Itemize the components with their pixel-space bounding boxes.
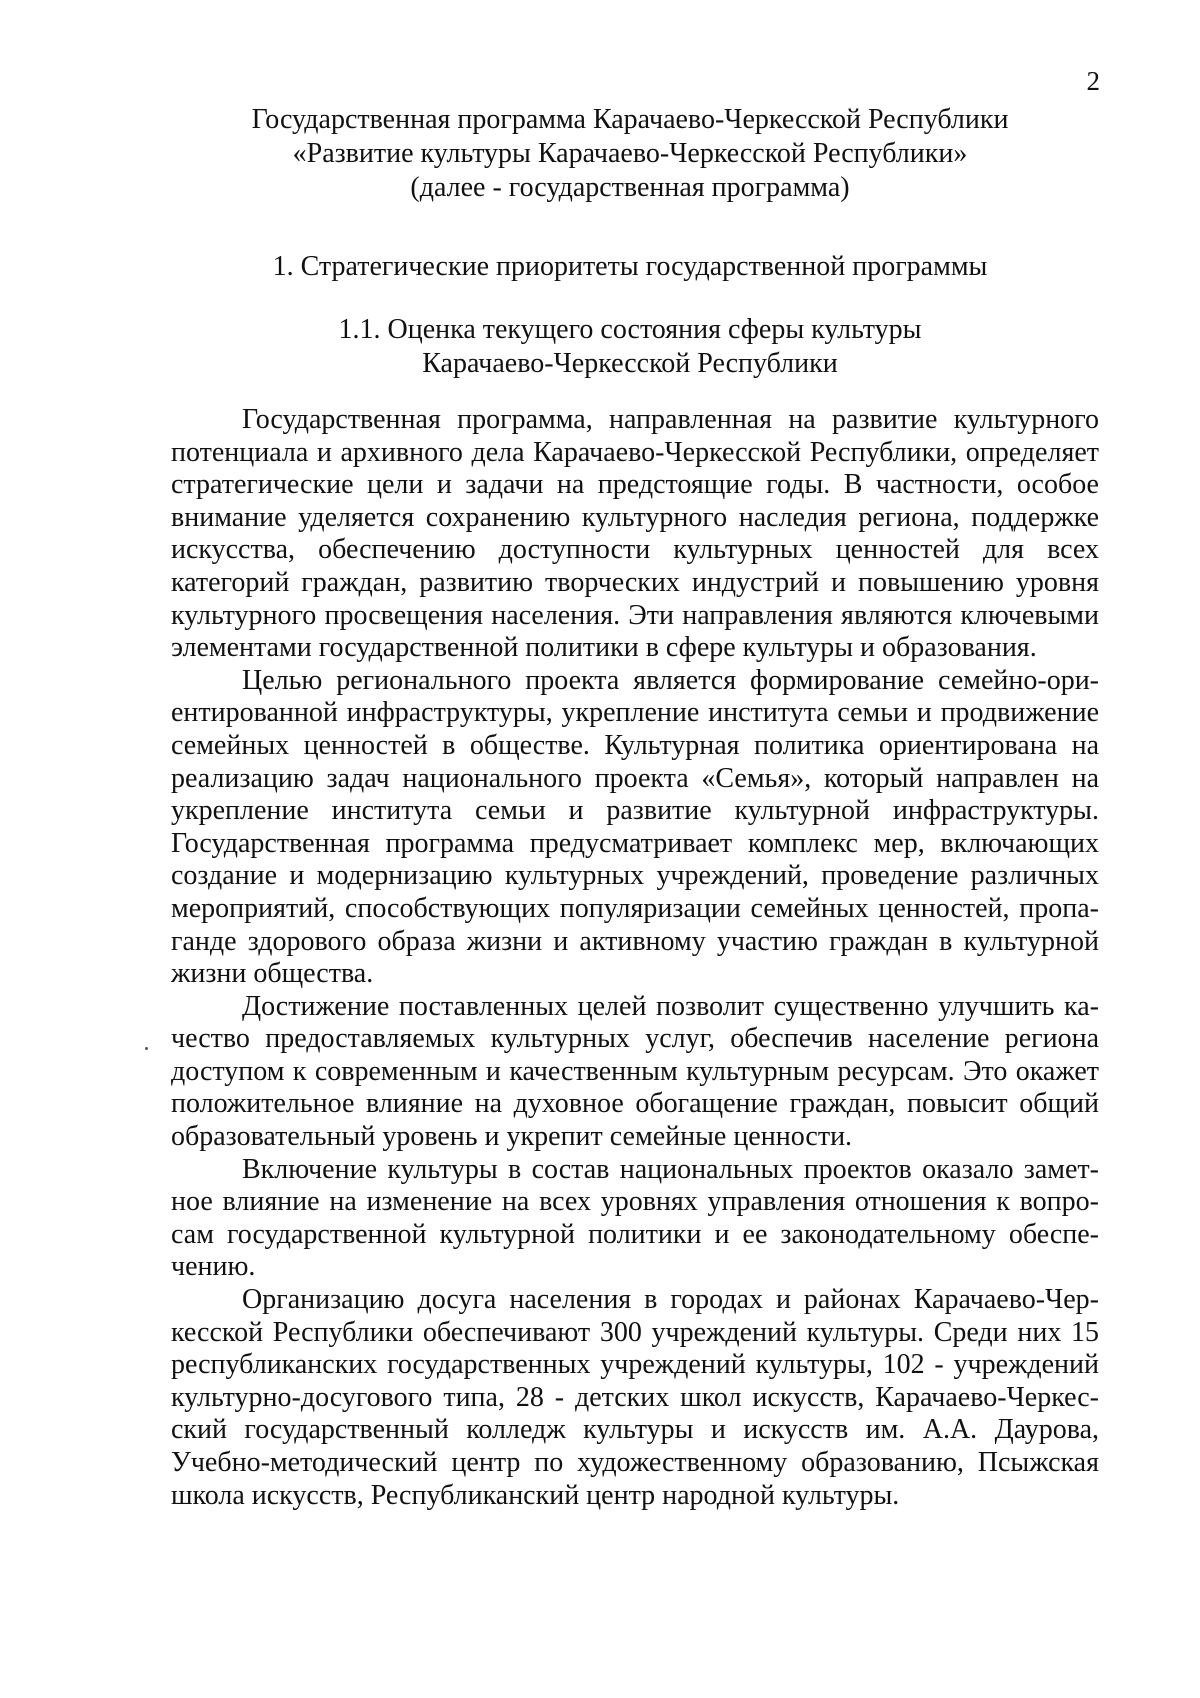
document-header <box>130 103 1130 205</box>
header-line-1: Государственная программа Карачаево-Черкесской Республики <box>251 104 1009 135</box>
subsection-title-line-1: 1.1. Оценка текущего состояния сферы культуры <box>338 314 922 345</box>
header-line-2: «Развитие культуры Карачаево-Черкесской Республики» <box>292 138 968 169</box>
page-number: 2 <box>1086 66 1100 96</box>
section-title: 1. Стратегические приоритеты государственной программы <box>272 251 988 282</box>
paragraph: Государственная программа, направленная на развитие культурного потенциала и архивного дела Карачаево-Черкесской Республики, определяет стратегические цели и задачи на предстоящие годы. В частности, особое внимание уделяется сохранению культурного наследия региона, поддержке искусства, обеспечению доступности культурных ценностей для всех категорий граждан, развитию творческих индустрий и повышению уровня культурного просвещения населения. Эти направления являются ключевыми элементами государственной политики в сфере культуры и образования. <box>171 404 1099 664</box>
subsection-title-line-2: Карачаево-Черкесской Республики <box>422 348 838 379</box>
header-line-3: (далее - государственная программа) <box>410 172 850 203</box>
paragraph: Целью регионального проекта является формирование семейно-ориентированной инфраструктуры, укрепление института семьи и продвижение семейных ценностей в обществе. Культурная политика ориентирована на реализацию задач национального проекта «Семья», который направлен на укрепление института семьи и развитие культурной инфраструктуры. Государственная программа предусматривает комплекс мер, включающих создание и модернизацию культурных учреждений, проведение различных мероприятий, способствующих популяризации семейных ценностей, пропаганде здорового образа жизни и активному участию граждан в культурной жизни общества. <box>171 664 1099 990</box>
paragraph: Включение культуры в состав национальных проектов оказало заметное влияние на изменение на всех уровнях управления отношения к вопросам государственной культурной политики и ее законодательному обеспечению. <box>171 1153 1099 1283</box>
paragraph: Достижение поставленных целей позволит существенно улучшить качество предоставляемых культурных услуг, обеспечив население региона доступом к современным и качественным культурным ресурсам. Это окажет положительное влияние на духовное обогащение граждан, повысит общий образовательный уровень и укрепит семейные ценности. <box>171 990 1099 1153</box>
subsection-title <box>130 313 1130 381</box>
scan-artifact <box>145 1047 148 1050</box>
body-text <box>171 404 1099 1512</box>
paragraph: Организацию досуга населения в городах и районах Карачаево-Черкесской Республики обеспечивают 300 учреждений культуры. Среди них 15 республиканских государственных учреждений культуры, 102 - учреждений культурно-досугового типа, 28 - детских школ искусств, Карачаево-Черкесский государственный колледж культуры и искусств им. А.А. Даурова, Учебно-методический центр по художественному образованию, Псыжская школа искусств, Республиканский центр народной культуры. <box>171 1284 1099 1511</box>
